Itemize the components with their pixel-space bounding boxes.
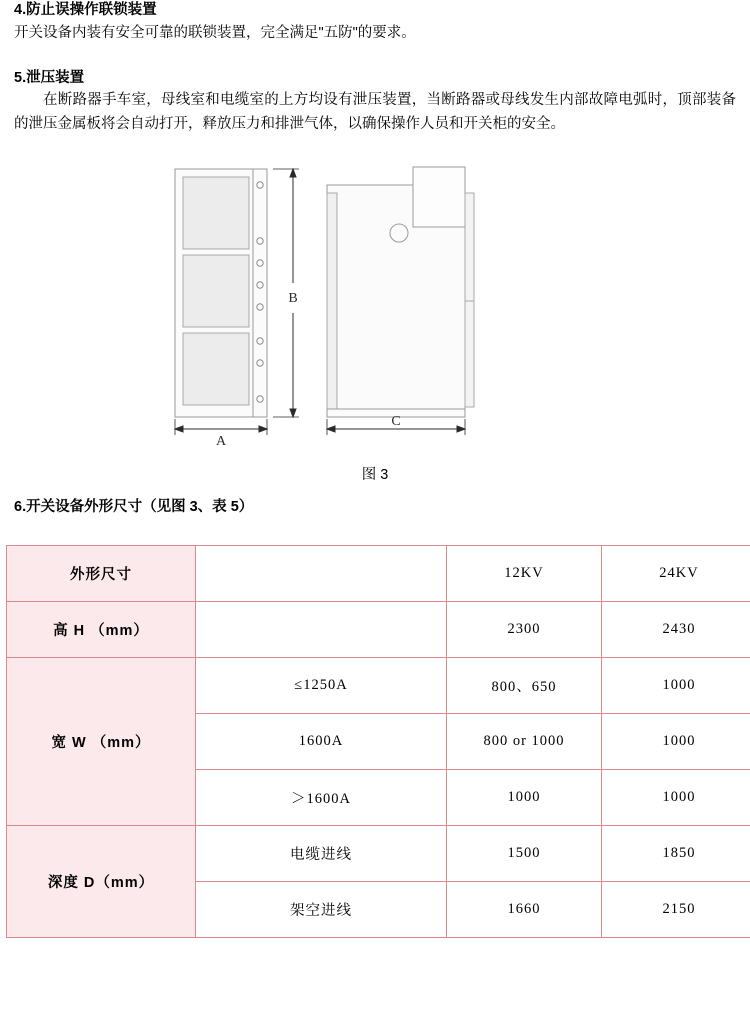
row-sublabel: ＞1600A	[196, 770, 447, 826]
section-pressure-relief	[14, 68, 736, 138]
row-sublabel: 电缆进线	[196, 826, 447, 882]
dimensions-table	[6, 545, 750, 938]
row-value-24kv: 24KV	[602, 546, 750, 602]
section-interlock-heading: 4.防止误操作联锁装置	[14, 2, 157, 18]
row-value-24kv: 1000	[602, 658, 750, 714]
row-value-12kv: 800 or 1000	[447, 714, 602, 770]
row-value-24kv: 2150	[602, 882, 750, 938]
section-pressure-relief-body: 在断路器手车室，母线室和电缆室的上方均设有泄压装置，当断路器或母线发生内部故障电弧时，顶部装备的泄压金属板将会自动打开，释放压力和排泄气体，以确保操作人员和开关柜的安全。	[14, 92, 736, 133]
spacer	[0, 46, 750, 68]
row-sublabel: ≤1250A	[196, 658, 447, 714]
figure-3-drawing	[165, 163, 585, 453]
row-sublabel	[196, 602, 447, 658]
row-sublabel	[196, 546, 447, 602]
table-row	[7, 546, 750, 602]
figure-caption: 图 3	[361, 467, 389, 484]
section-pressure-relief-heading: 5.泄压装置	[14, 69, 85, 86]
figure-label-width: A	[215, 434, 227, 450]
row-sublabel: 1600A	[196, 714, 447, 770]
row-label: 高 H （mm）	[7, 602, 196, 658]
row-value-24kv: 1850	[602, 826, 750, 882]
section-interlock-body: 开关设备内装有安全可靠的联锁装置，完全满足"五防"的要求。	[14, 24, 416, 41]
section-dimensions	[14, 497, 736, 519]
figure-label-height: B	[288, 291, 298, 307]
dimensions-table-wrap	[6, 545, 744, 938]
row-value-24kv: 2430	[602, 602, 750, 658]
row-value-12kv: 1000	[447, 770, 602, 826]
table-row	[7, 826, 750, 882]
row-value-24kv: 1000	[602, 770, 750, 826]
row-value-12kv: 800、650	[447, 658, 602, 714]
figure-label-depth: C	[391, 414, 401, 430]
row-value-12kv: 12KV	[447, 546, 602, 602]
row-value-12kv: 1660	[447, 882, 602, 938]
section-interlock	[14, 0, 736, 46]
table-row	[7, 658, 750, 714]
table-row	[7, 602, 750, 658]
row-value-12kv: 1500	[447, 826, 602, 882]
row-label: 外形尺寸	[7, 546, 196, 602]
cabinet-dimension-drawing	[165, 163, 585, 453]
section-dimensions-heading: 6.开关设备外形尺寸（见图 3、表 5）	[14, 499, 254, 516]
row-label: 深度 D（mm）	[7, 826, 196, 938]
row-value-12kv: 2300	[447, 602, 602, 658]
row-label: 宽 W （mm）	[7, 658, 196, 826]
row-sublabel: 架空进线	[196, 882, 447, 938]
figure-3	[0, 163, 750, 484]
row-value-24kv: 1000	[602, 714, 750, 770]
